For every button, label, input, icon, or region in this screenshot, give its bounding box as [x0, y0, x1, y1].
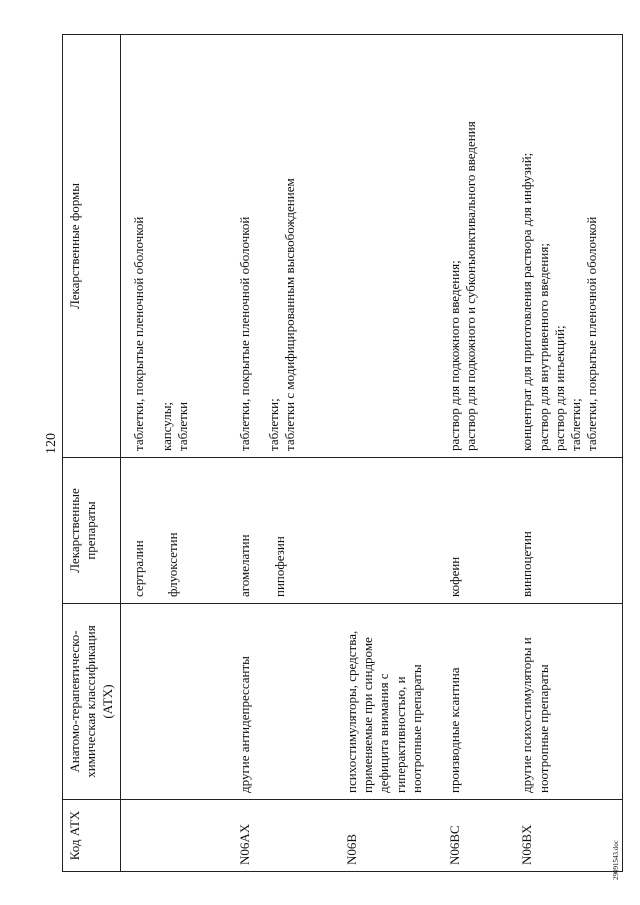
classification-cell: производные ксантина [429, 604, 501, 800]
dosage-forms-list [519, 41, 600, 451]
forms-cell [501, 35, 622, 458]
dosage-form: таблетки, покрытые пленочной оболочкой [237, 216, 253, 451]
header-drugs: Лекарственные препараты [63, 458, 121, 604]
classification-cell [120, 604, 219, 800]
table-row [120, 35, 219, 872]
page-number: 120 [44, 433, 59, 454]
classification-cell: психостимуляторы, средства, применяемые при синдроме дефицита внимания с гиперактивностью, и ноотропные препараты [326, 604, 429, 800]
rotated-table-container [62, 34, 618, 872]
drug-cell [501, 458, 622, 604]
forms-cell [219, 35, 326, 458]
dosage-forms-list [266, 41, 299, 451]
drug-cell [429, 458, 501, 604]
dosage-forms-list [159, 41, 192, 451]
dosage-form: раствор для инъекций; [551, 325, 567, 451]
dosage-form: раствор для подкожного и субконъюнктивального введения [463, 121, 479, 451]
dosage-form: таблетки [175, 401, 191, 451]
table-header-row [63, 35, 121, 872]
dosage-forms-list [447, 41, 480, 451]
drug-name: винпоцетин [519, 531, 535, 597]
dosage-form: раствор для подкожного введения; [447, 260, 462, 451]
dosage-form: капсулы; [159, 401, 174, 451]
atc-code-cell: N06BC [429, 800, 501, 872]
drug-name: пипофезин [271, 536, 287, 597]
dosage-form: таблетки, покрытые пленочной оболочкой [130, 216, 146, 451]
drug-name: агомелатин [237, 534, 253, 597]
atc-table [62, 34, 623, 872]
drug-cell [120, 458, 219, 604]
dosage-forms-list [237, 41, 253, 451]
drug-name: флуоксетин [165, 532, 180, 597]
table-row [429, 35, 501, 872]
table-row [219, 35, 326, 872]
forms-cell [120, 35, 219, 458]
dosage-form: таблетки с модифицированным высвобождением [281, 178, 297, 451]
drug-name: кофеин [447, 556, 462, 597]
atc-code-cell [120, 800, 219, 872]
drug-name: сертралин [130, 540, 146, 597]
forms-cell [429, 35, 501, 458]
table-row [326, 35, 429, 872]
drug-cell [219, 458, 326, 604]
dosage-form: таблетки; [265, 398, 281, 451]
dosage-form: концентрат для приготовления раствора для инфузий; [519, 152, 535, 451]
drug-cell [326, 458, 429, 604]
table-body [120, 35, 622, 872]
classification-cell: другие антидепрессанты [219, 604, 326, 800]
header-classification: Анатомо-терапевтическо-химическая классификация (АТХ) [63, 604, 121, 800]
atc-code-cell: N06AX [219, 800, 326, 872]
dosage-form: таблетки; [568, 398, 583, 451]
forms-cell [326, 35, 429, 458]
footer-doc-name: 29091543.doc [612, 840, 620, 880]
header-atc-code: Код АТХ [63, 800, 121, 872]
atc-code-cell: N06BX [501, 800, 622, 872]
dosage-forms-list [131, 41, 147, 451]
classification-cell: другие психостимуляторы и ноотропные препараты [501, 604, 622, 800]
atc-code-cell: N06B [326, 800, 429, 872]
dosage-form: раствор для внутривенного введения; [535, 243, 551, 451]
table-row [501, 35, 622, 872]
header-forms: Лекарственные формы [63, 35, 121, 458]
dosage-form: таблетки, покрытые пленочной оболочкой [584, 216, 600, 451]
